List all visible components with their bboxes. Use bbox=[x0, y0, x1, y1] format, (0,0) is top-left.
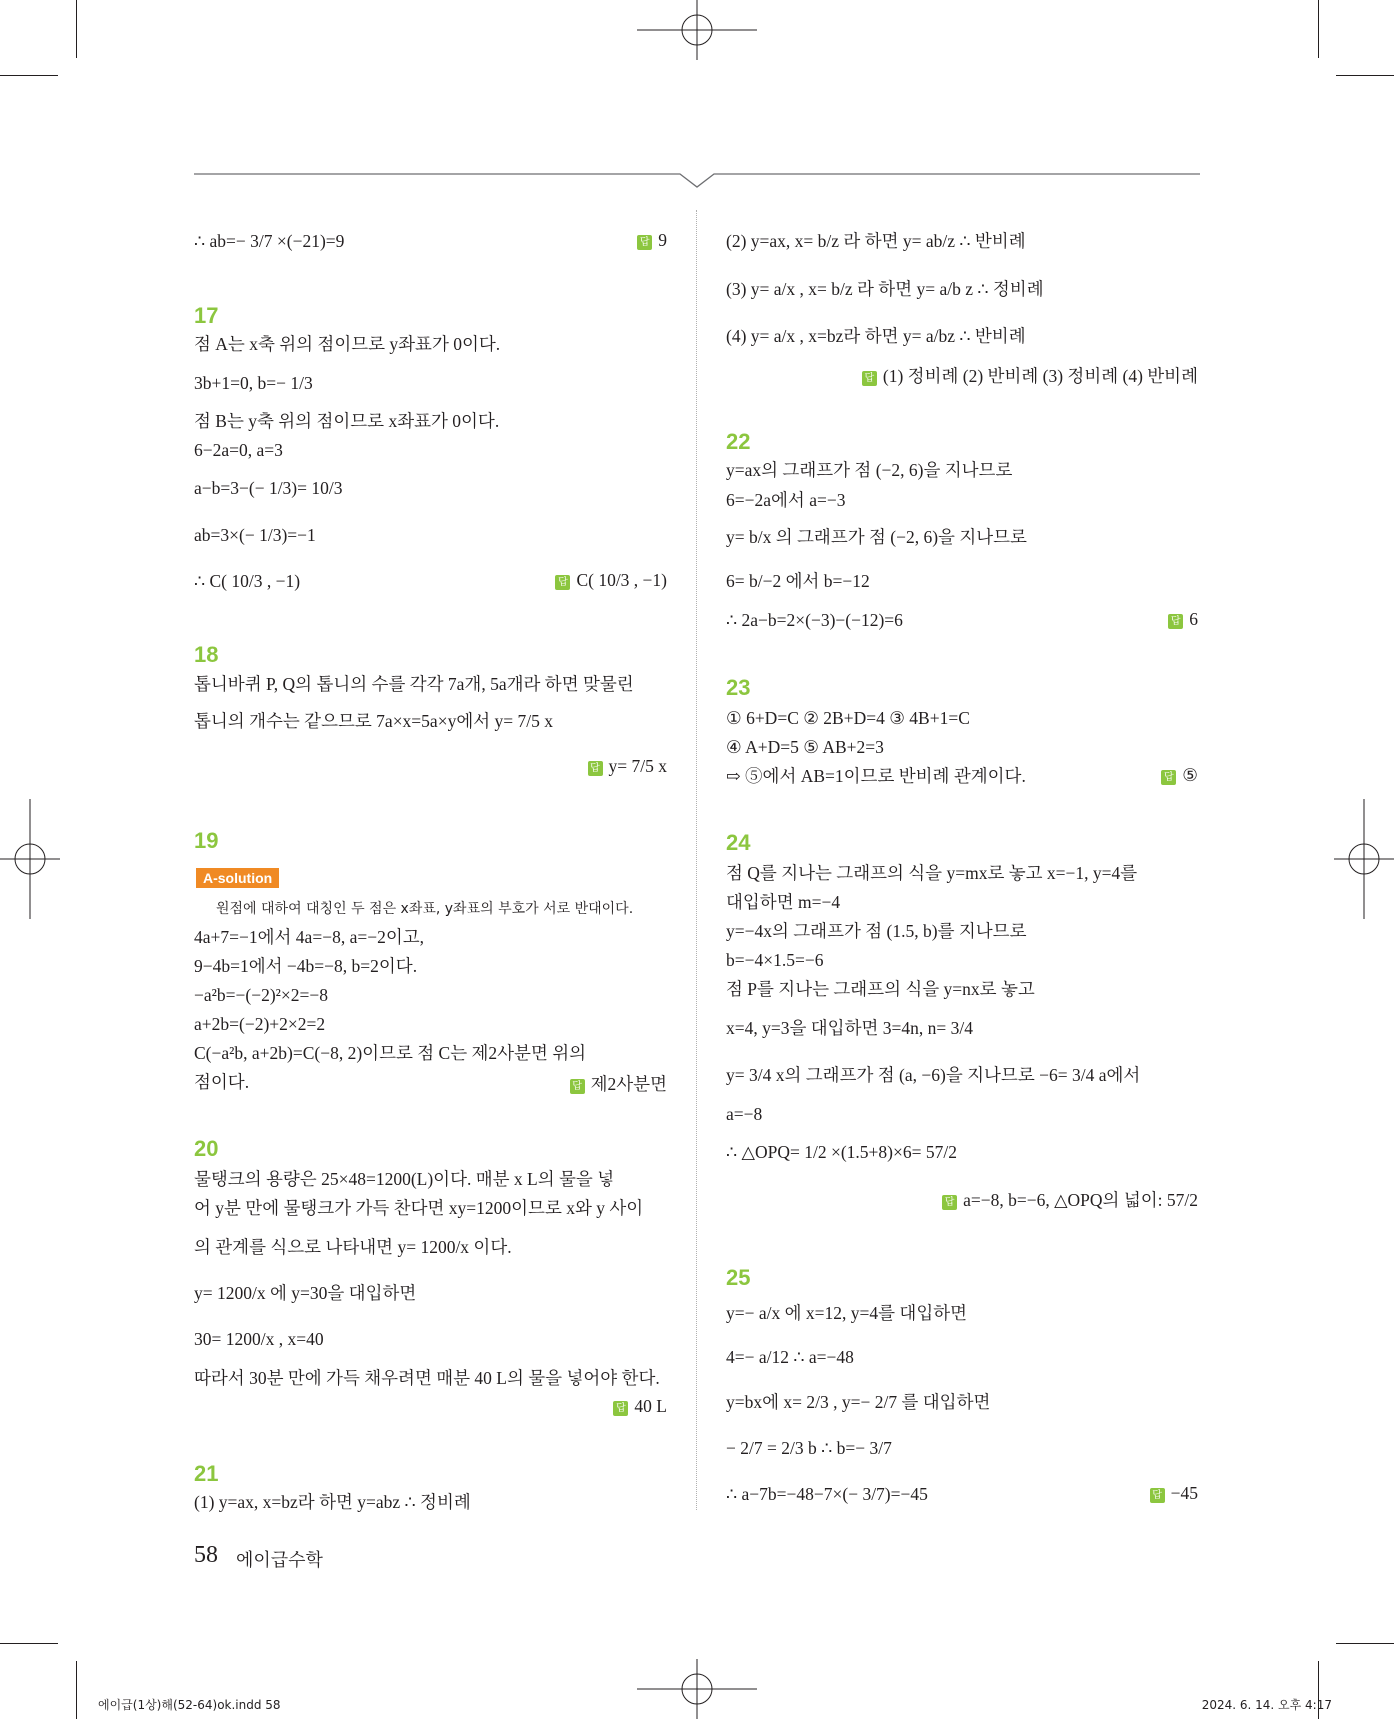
problem-17-line: 6−2a=0, a=3 bbox=[194, 440, 283, 460]
problem-20-line: 의 관계를 식으로 나타내면 y= 1200/x 이다. bbox=[194, 1237, 512, 1257]
registration-mark-bottom bbox=[637, 1659, 757, 1719]
problem-25-line: 4=− a/12 ∴ a=−48 bbox=[726, 1347, 854, 1367]
answer-value: C( 10/3 , −1) bbox=[576, 570, 667, 590]
answer-badge: 답 bbox=[570, 1079, 585, 1094]
problem-16-line: ∴ ab=− 3/7 ×(−21)=9 bbox=[194, 231, 345, 251]
problem-20-line: 따라서 30분 만에 가득 채우려면 매분 40 L의 물을 넣어야 한다. bbox=[194, 1368, 660, 1388]
answer-value: 40 L bbox=[634, 1396, 667, 1416]
problem-20-line: y= 1200/x 에 y=30을 대입하면 bbox=[194, 1283, 417, 1303]
answer-badge: 답 bbox=[1168, 614, 1183, 629]
problem-19-line: 점이다. bbox=[194, 1072, 250, 1092]
answer-value: ⑤ bbox=[1182, 765, 1198, 785]
problem-24-line: y= 3/4 x의 그래프가 점 (a, −6)을 지나므로 −6= 3/4 a에서 bbox=[726, 1065, 1141, 1085]
crop-mark bbox=[0, 75, 58, 76]
crop-mark bbox=[1336, 1643, 1394, 1644]
problem-21-line: (3) y= a/x , x= b/z 라 하면 y= a/b z ∴ 정비례 bbox=[726, 279, 1044, 299]
problem-24-line: ∴ △OPQ= 1/2 ×(1.5+8)×6= 57/2 bbox=[726, 1142, 957, 1162]
problem-20-line: 30= 1200/x , x=40 bbox=[194, 1329, 324, 1349]
crop-mark bbox=[1318, 0, 1319, 58]
problem-16-answer bbox=[637, 230, 667, 251]
problem-20-line: 물탱크의 용량은 25×48=1200(L)이다. 매분 x L의 물을 넣 bbox=[194, 1169, 615, 1189]
problem-22-line: y=ax의 그래프가 점 (−2, 6)을 지나므로 bbox=[726, 460, 1013, 480]
registration-mark-left bbox=[0, 799, 60, 919]
solution-note: 원점에 대하여 대칭인 두 점은 x좌표, y좌표의 부호가 서로 반대이다. bbox=[216, 901, 634, 917]
slug-timestamp: 2024. 6. 14. 오후 4:17 bbox=[1201, 1698, 1332, 1712]
problem-20-answer bbox=[613, 1396, 667, 1417]
answer-value: 제2사분면 bbox=[590, 1074, 667, 1094]
problem-24-line: y=−4x의 그래프가 점 (1.5, b)를 지나므로 bbox=[726, 921, 1027, 941]
answer-badge: 답 bbox=[1161, 770, 1176, 785]
problem-24-line: x=4, y=3을 대입하면 3=4n, n= 3/4 bbox=[726, 1018, 973, 1038]
problem-19-answer bbox=[570, 1071, 667, 1096]
problem-23-answer bbox=[1161, 765, 1198, 786]
problem-number: 18 bbox=[194, 642, 219, 667]
answer-badge: 답 bbox=[942, 1195, 957, 1210]
answer-badge: 답 bbox=[588, 761, 603, 776]
answer-badge: 답 bbox=[637, 235, 652, 250]
problem-17-line: 점 A는 x축 위의 점이므로 y좌표가 0이다. bbox=[194, 334, 501, 354]
problem-22-line: ∴ 2a−b=2×(−3)−(−12)=6 bbox=[726, 610, 903, 630]
problem-24-line: 점 Q를 지나는 그래프의 식을 y=mx로 놓고 x=−1, y=4를 bbox=[726, 863, 1138, 883]
problem-25-line: − 2/7 = 2/3 b ∴ b=− 3/7 bbox=[726, 1438, 892, 1458]
problem-number: 17 bbox=[194, 303, 219, 328]
problem-number: 23 bbox=[726, 675, 751, 700]
problem-20-line: 어 y분 만에 물탱크가 가득 찬다면 xy=1200이므로 x와 y 사이 bbox=[194, 1198, 644, 1218]
problem-number: 25 bbox=[726, 1265, 751, 1290]
problem-18-line: 톱니의 개수는 같으므로 7a×x=5a×y에서 y= 7/5 x bbox=[194, 711, 553, 731]
page-number: 58 bbox=[194, 1542, 218, 1568]
problem-23-line: ⇨ ⑤에서 AB=1이므로 반비례 관계이다. bbox=[726, 766, 1026, 786]
answer-value: −45 bbox=[1170, 1483, 1198, 1503]
problem-17-line: 점 B는 y축 위의 점이므로 x좌표가 0이다. bbox=[194, 411, 500, 431]
crop-mark bbox=[1336, 75, 1394, 76]
problem-number: 24 bbox=[726, 830, 751, 855]
book-title: 에이급수학 bbox=[236, 1550, 323, 1571]
problem-19-line: C(−a²b, a+2b)=C(−8, 2)이므로 점 C는 제2사분면 위의 bbox=[194, 1043, 587, 1063]
slug-file-info: 에이급(1상)해(52-64)ok.indd 58 bbox=[98, 1698, 281, 1712]
problem-19-line: −a²b=−(−2)²×2=−8 bbox=[194, 985, 329, 1005]
problem-25-answer bbox=[1150, 1483, 1198, 1504]
problem-17-line: ∴ C( 10/3 , −1) bbox=[194, 571, 301, 591]
problem-19-line: 4a+7=−1에서 4a=−8, a=−2이고, bbox=[194, 927, 425, 947]
answer-badge: 답 bbox=[555, 575, 570, 590]
crop-mark bbox=[76, 0, 77, 58]
problem-25-line: ∴ a−7b=−48−7×(− 3/7)=−45 bbox=[726, 1484, 928, 1504]
problem-22-line: y= b/x 의 그래프가 점 (−2, 6)을 지나므로 bbox=[726, 527, 1027, 547]
problem-24-line: 대입하면 m=−4 bbox=[726, 892, 841, 912]
problem-23-line: ① 6+D=C ② 2B+D=4 ③ 4B+1=C bbox=[726, 708, 970, 728]
answer-badge: 답 bbox=[862, 371, 877, 386]
crop-mark bbox=[0, 1643, 58, 1644]
problem-22-answer bbox=[1168, 609, 1198, 630]
problem-number: 19 bbox=[194, 828, 219, 853]
problem-24-answer bbox=[942, 1187, 1198, 1212]
problem-number: 20 bbox=[194, 1136, 219, 1161]
answer-value: (1) 정비례 (2) 반비례 (3) 정비례 (4) 반비례 bbox=[882, 366, 1198, 386]
problem-21-line: (2) y=ax, x= b/z 라 하면 y= ab/z ∴ 반비례 bbox=[726, 231, 1026, 251]
problem-23-line: ④ A+D=5 ⑤ AB+2=3 bbox=[726, 737, 884, 757]
answer-value: 9 bbox=[658, 230, 667, 250]
answer-value: 6 bbox=[1189, 609, 1198, 629]
problem-18-answer bbox=[588, 756, 667, 777]
problem-21-line: (1) y=ax, x=bz라 하면 y=abz ∴ 정비례 bbox=[194, 1492, 471, 1512]
problem-18-line: 톱니바퀴 P, Q의 톱니의 수를 각각 7a개, 5a개라 하면 맞물린 bbox=[194, 674, 634, 694]
problem-25-line: y=− a/x 에 x=12, y=4를 대입하면 bbox=[726, 1303, 968, 1323]
answer-value: a=−8, b=−6, △OPQ의 넓이: 57/2 bbox=[963, 1190, 1198, 1210]
problem-24-line: a=−8 bbox=[726, 1104, 763, 1124]
problem-22-line: 6= b/−2 에서 b=−12 bbox=[726, 571, 870, 591]
registration-mark-right bbox=[1334, 799, 1394, 919]
problem-21-answer bbox=[862, 363, 1198, 388]
problem-number: 21 bbox=[194, 1461, 219, 1486]
problem-17-line: 3b+1=0, b=− 1/3 bbox=[194, 373, 313, 393]
problem-17-answer bbox=[555, 570, 667, 591]
answer-badge: 답 bbox=[1150, 1488, 1165, 1503]
answer-value: y= 7/5 x bbox=[608, 756, 667, 776]
problem-21-line: (4) y= a/x , x=bz라 하면 y= a/bz ∴ 반비례 bbox=[726, 326, 1026, 346]
crop-mark bbox=[76, 1661, 77, 1719]
problem-24-line: b=−4×1.5=−6 bbox=[726, 950, 824, 970]
column-divider bbox=[696, 210, 697, 1510]
problem-17-line: a−b=3−(− 1/3)= 10/3 bbox=[194, 478, 343, 498]
registration-mark-top bbox=[637, 0, 757, 60]
answer-badge: 답 bbox=[613, 1401, 628, 1416]
problem-24-line: 점 P를 지나는 그래프의 식을 y=nx로 놓고 bbox=[726, 979, 1035, 999]
problem-25-line: y=bx에 x= 2/3 , y=− 2/7 를 대입하면 bbox=[726, 1392, 991, 1412]
problem-19-line: 9−4b=1에서 −4b=−8, b=2이다. bbox=[194, 956, 418, 976]
problem-22-line: 6=−2a에서 a=−3 bbox=[726, 490, 846, 510]
a-solution-badge: A-solution bbox=[196, 868, 279, 888]
problem-17-line: ab=3×(− 1/3)=−1 bbox=[194, 525, 316, 545]
problem-19-line: a+2b=(−2)+2×2=2 bbox=[194, 1014, 326, 1034]
header-rule bbox=[194, 168, 1200, 192]
problem-number: 22 bbox=[726, 429, 751, 454]
